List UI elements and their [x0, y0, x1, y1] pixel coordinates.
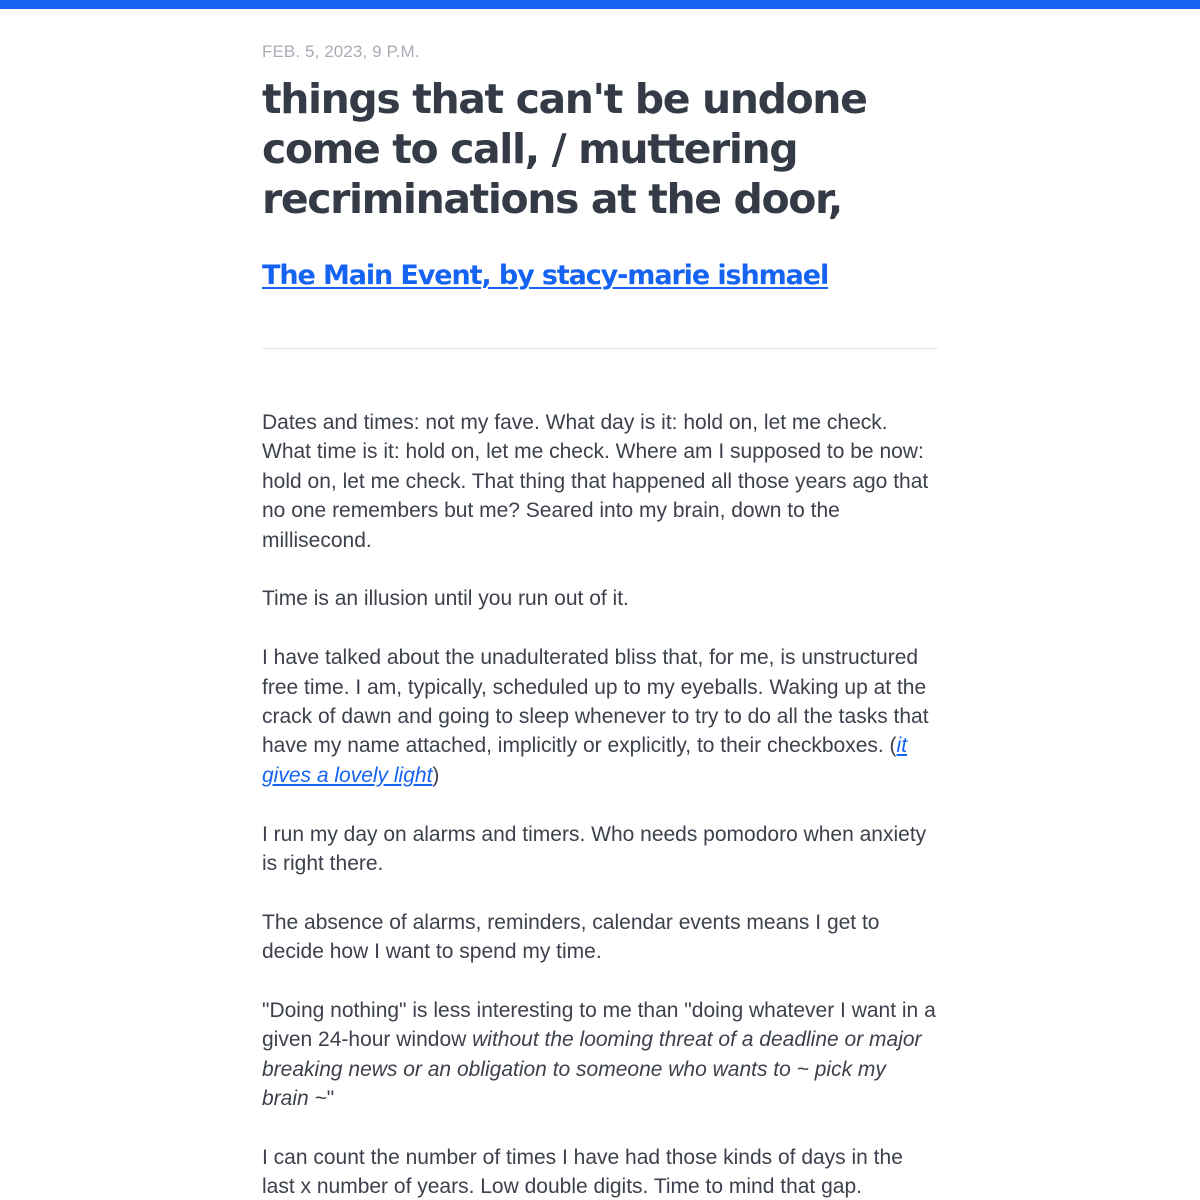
- body-paragraph-3-close: ): [432, 763, 440, 787]
- post-date: FEB. 5, 2023, 9 P.M.: [262, 42, 420, 61]
- body-paragraph-2: Time is an illusion until you run out of it.: [262, 587, 629, 611]
- body-paragraph-3: [262, 643, 938, 790]
- top-accent-bar: [0, 0, 1200, 9]
- series-link[interactable]: The Main Event, by stacy-marie ishmael: [262, 260, 829, 291]
- body-paragraph-6-text: "Doing nothing" is less interesting to me than "doing whatever I want in a given 24-hour window: [262, 999, 936, 1052]
- body-paragraph-3-text: I have talked about the unadulterated bliss that, for me, is unstructured free time. I am, typically, scheduled up to my eyeballs. Waking up at the crack of dawn and going to sleep whenever to try to do all the tasks that have my name attached, implicitly or explicitly, to their checkboxes. (: [262, 646, 929, 758]
- lovely-light-link[interactable]: it gives a lovely light: [262, 734, 908, 787]
- body-paragraph-6-close: ": [326, 1087, 335, 1111]
- body-paragraph-6: [262, 996, 938, 1114]
- body-paragraph-4: I run my day on alarms and timers. Who needs pomodoro when anxiety is right there.: [262, 822, 927, 876]
- post-body: [262, 408, 938, 1200]
- body-paragraph-5: The absence of alarms, reminders, calendar events means I get to decide how I want to spend my time.: [262, 910, 880, 964]
- body-paragraph-6-emphasis: without the looming threat of a deadline or major breaking news or an obligation to someone who wants to ~ pick my brain ~: [262, 1028, 922, 1111]
- body-paragraph-7: I can count the number of times I have had those kinds of days in the last x number of years. Low double digits. Time to mind that gap.: [262, 1146, 903, 1199]
- series-heading: [262, 258, 938, 294]
- body-paragraph-1: Dates and times: not my fave. What day is it: hold on, let me check. What time is it: hold on, let me check. Where am I supposed to be now: hold on, let me check. That thing that happened all those years ago that no one remembers but me? Seared into my brain, down to the millisecond.: [262, 411, 929, 552]
- header-divider: [262, 348, 938, 349]
- post-title: things that can't be undone come to call, / muttering recriminations at the door,: [262, 75, 867, 223]
- post-header: [262, 40, 938, 294]
